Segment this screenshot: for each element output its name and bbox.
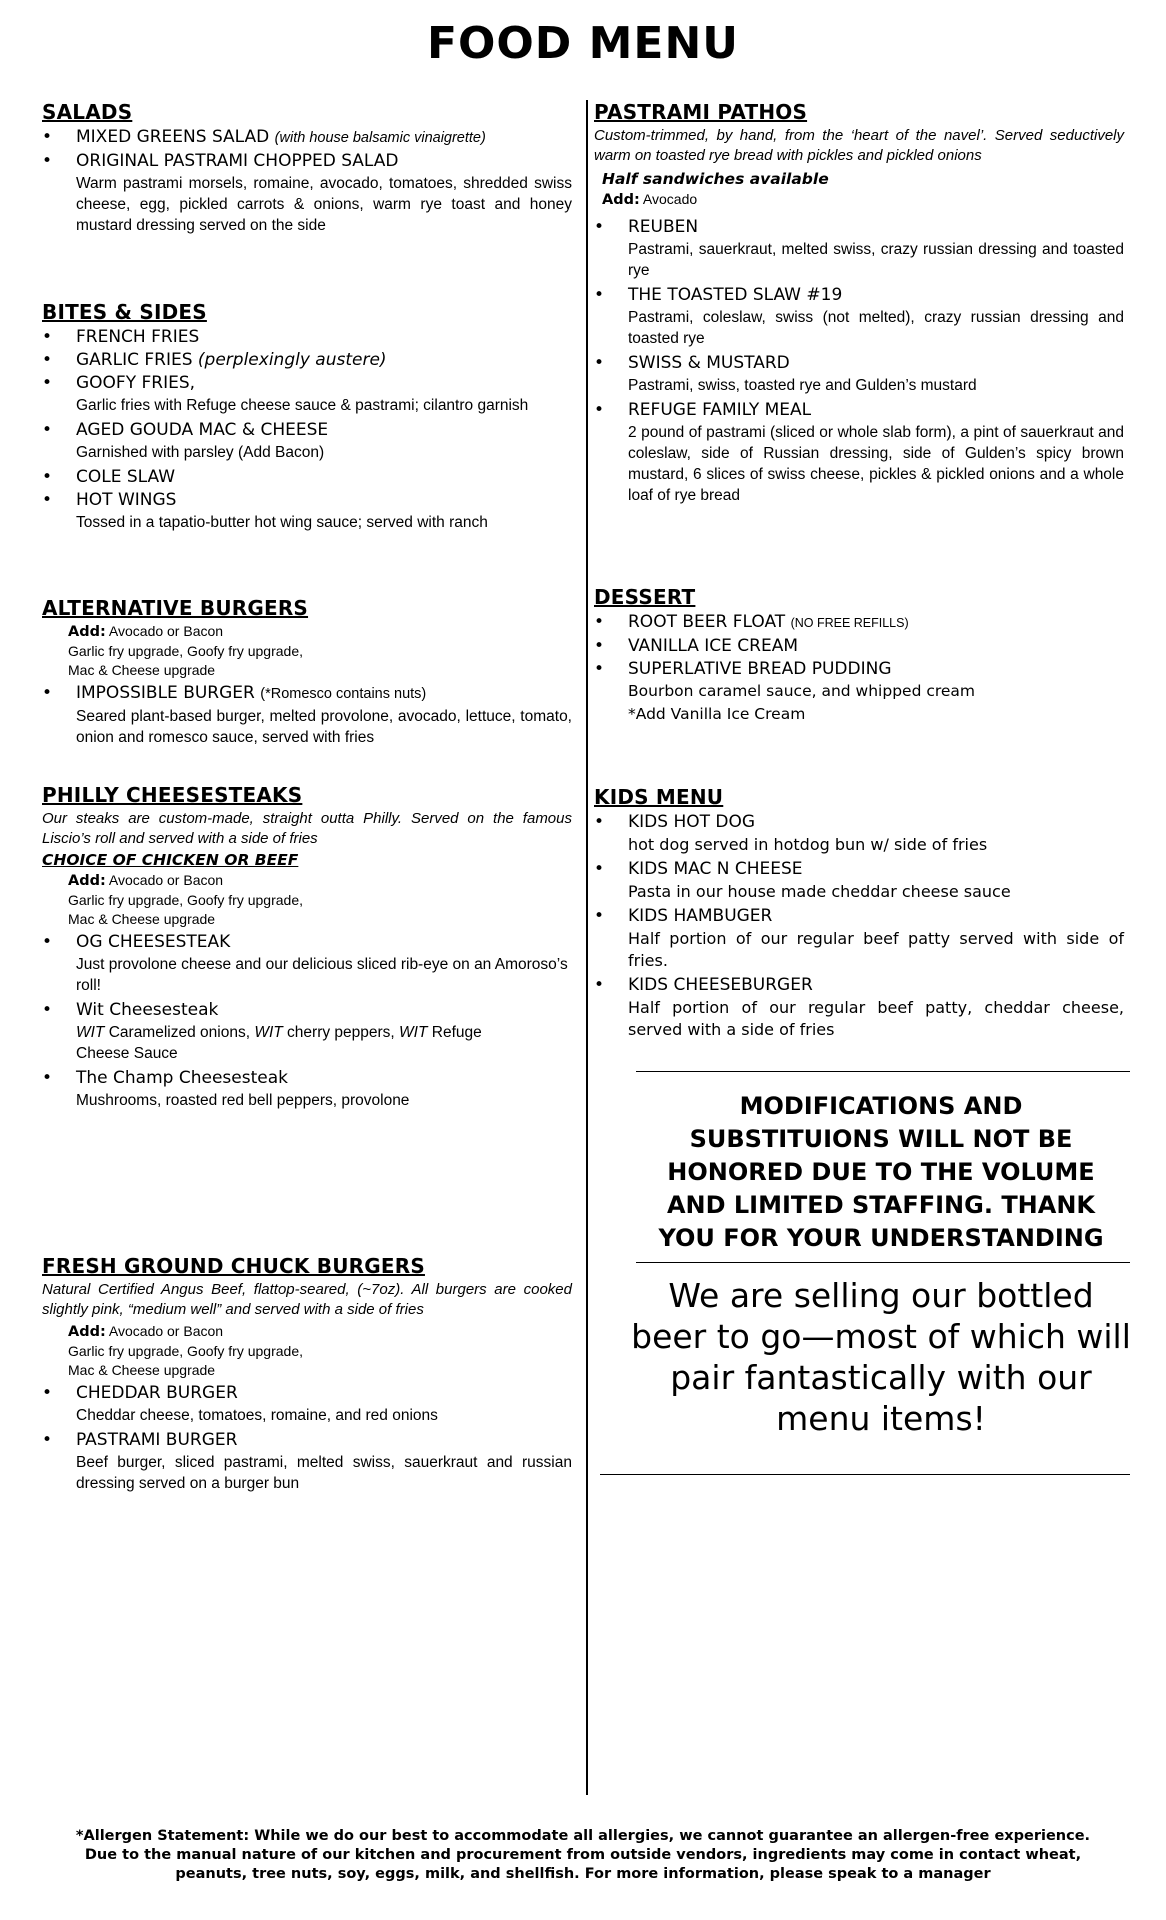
item-description: Pasta in our house made cheddar cheese sauce [628,882,1011,901]
item-description: Garlic fries with Refuge cheese sauce & pastrami; cilantro garnish [76,397,529,414]
add-line: Avocado [642,191,698,207]
add-label: Add: [602,192,640,208]
item-name: ROOT BEER FLOAT [628,612,786,632]
menu-item [42,931,572,996]
menu-item [42,372,572,416]
item-name: • REFUGE FAMILY MEAL [628,400,812,420]
item-name: • THE TOASTED SLAW #19 [628,285,843,305]
menu-item [42,150,572,236]
item-name: • Wit Cheesesteak [76,1000,219,1020]
item-description: hot dog served in hotdog bun w/ side of fries [628,835,988,854]
add-ons [602,190,1124,210]
item-name: GARLIC FRIES [76,350,193,370]
dessert-section [594,585,1124,727]
item-description: Pastrami, sauerkraut, melted swiss, crazy russian dressing and toasted rye [628,241,1124,279]
half-sandwich-note: Half sandwiches available [602,170,829,188]
item-name: • HOT WINGS [76,490,177,510]
menu-item [42,1067,572,1111]
item-description: Half portion of our regular beef patty, cheddar cheese, served with a side of fries [628,998,1124,1039]
menu-item [594,611,1124,635]
menu-item [594,858,1124,903]
policy-notice: MODIFICATIONS AND SUBSTITUIONS WILL NOT BE HONORED DUE TO THE VOLUME AND LIMITED STAFFING. THANK YOU FOR YOUR UNDERSTANDING [658,1092,1104,1252]
item-description: Pastrami, swiss, toasted rye and Gulden’s mustard [628,377,977,394]
item-name: • REUBEN [628,217,699,237]
menu-item [42,1429,572,1494]
add-line: Avocado or Bacon [108,1323,224,1339]
item-name: • KIDS MAC N CHEESE [628,859,803,879]
alt-burgers-section [42,596,572,751]
allergen-statement: *Allergen Statement: While we do our best to accommodate all allergies, we cannot guarantee an allergen-free experience. Due to the manual nature of our kitchen and procurement from outside vendors, ingredients may come in contact wheat, peanuts, tree nuts, soy, eggs, milk, and shellfish. For more information, please speak to a manager [75,1828,1091,1882]
item-name: • OG CHEESESTEAK [76,932,231,952]
section-heading: BITES & SIDES [42,300,207,324]
menu-item [42,326,572,349]
section-heading: FRESH GROUND CHUCK BURGERS [42,1254,425,1278]
menu-item [594,811,1124,856]
section-heading: ALTERNATIVE BURGERS [42,596,309,620]
menu-item [594,974,1124,1041]
menu-item [594,352,1124,396]
section-heading: SALADS [42,100,133,124]
beer-notice: We are selling our bottled beer to go—most of which will pair fantastically with our menu items! [631,1276,1131,1438]
item-name: • COLE SLAW [76,467,176,487]
menu-item [594,905,1124,972]
menu-item [42,349,572,372]
menu-item [594,284,1124,349]
item-description: Bourbon caramel sauce, and whipped cream [628,682,976,700]
add-line: Avocado or Bacon [108,872,224,888]
item-name: • The Champ Cheesesteak [76,1068,288,1088]
item-description: Cheddar cheese, tomatoes, romaine, and red onions [76,1407,438,1424]
item-name: • AGED GOUDA MAC & CHEESE [76,420,329,440]
salads-section [42,100,572,239]
menu-item [42,126,572,150]
wit-word: WIT [254,1024,283,1041]
item-name: • KIDS HOT DOG [628,812,756,832]
bites-section [42,300,572,536]
item-name: • KIDS HAMBUGER [628,906,773,926]
item-description: Beef burger, sliced pastrami, melted swiss, sauerkraut and russian dressing served on a burger bun [76,1454,572,1492]
item-description: 2 pound of pastrami (sliced or whole slab form), a pint of sauerkraut and coleslaw, side of Russian dressing, side of Gulden’s spicy brown mustard, 6 slices of swiss cheese, pickles & pickled onions and a whole loaf of rye bread [628,424,1124,504]
add-line: Mac & Cheese upgrade [68,1362,216,1378]
wit-text: cherry peppers, [282,1024,400,1041]
item-description: Seared plant-based burger, melted provolone, avocado, lettuce, tomato, onion and romesco sauce, served with fries [76,708,572,746]
add-ons [68,1322,572,1380]
item-description: Half portion of our regular beef patty served with side of fries. [628,929,1124,970]
add-line: Garlic fry upgrade, Goofy fry upgrade, [68,892,303,908]
item-description: Mushrooms, roasted red bell peppers, provolone [76,1092,410,1109]
menu-item [594,635,1124,658]
add-line: Avocado or Bacon [108,623,224,639]
item-description: Just provolone cheese and our delicious sliced rib-eye on an Amoroso’s roll! [76,956,568,994]
item-name: • ORIGINAL PASTRAMI CHOPPED SALAD [76,151,399,171]
wit-word: WIT [76,1024,105,1041]
item-description: *Add Vanilla Ice Cream [628,705,806,723]
pastrami-section [594,100,1124,509]
section-heading: PASTRAMI PATHOS [594,100,808,124]
wit-text: Caramelized onions, [104,1024,255,1041]
page-title: FOOD MENU [426,18,740,69]
add-label: Add: [68,624,106,640]
wit-text: Refuge Cheese Sauce [76,1024,482,1062]
section-heading: PHILLY CHEESESTEAKS [42,783,303,807]
section-heading: KIDS MENU [594,785,724,809]
item-note: (perplexingly austere) [197,350,387,370]
add-line: Garlic fry upgrade, Goofy fry upgrade, [68,1343,303,1359]
menu-item [42,999,572,1064]
menu-item [42,419,572,463]
item-name: MIXED GREENS SALAD [76,127,270,147]
item-note: (NO FREE REFILLS) [790,616,909,630]
menu-item [42,682,572,748]
rule-line [636,1262,1130,1263]
item-name: • VANILLA ICE CREAM [628,636,799,656]
item-description: Tossed in a tapatio-butter hot wing sauce; served with ranch [76,514,488,531]
choice-note: CHOICE OF CHICKEN OR BEEF [42,851,299,869]
add-line: Mac & Cheese upgrade [68,662,216,678]
item-description: Garnished with parsley (Add Bacon) [76,444,325,461]
menu-item [594,658,1124,725]
menu-item [42,489,572,533]
add-label: Add: [68,1324,106,1340]
philly-section [42,783,572,1114]
item-note: (*Romesco contains nuts) [260,686,427,702]
item-name: • GOOFY FRIES, [76,373,196,393]
item-name: • SWISS & MUSTARD [628,353,790,373]
add-label: Add: [68,873,106,889]
menu-item [594,399,1124,506]
rule-line [600,1474,1130,1475]
add-line: Mac & Cheese upgrade [68,911,216,927]
rule-line [636,1071,1130,1072]
menu-item [594,216,1124,281]
item-description [76,1022,572,1064]
section-intro: Our steaks are custom-made, straight outta Philly. Served on the famous Liscio’s roll and served with a side of fries [42,810,572,847]
add-ons [68,622,572,680]
column-divider [586,100,588,1795]
menu-item [42,1382,572,1426]
chuck-burgers-section [42,1254,572,1497]
item-name: IMPOSSIBLE BURGER [76,683,255,703]
item-name: • SUPERLATIVE BREAD PUDDING [628,659,892,679]
wit-word: WIT [399,1024,428,1041]
kids-section [594,785,1124,1043]
menu-item [42,466,572,489]
add-ons [68,871,572,929]
item-description: Warm pastrami morsels, romaine, avocado, tomatoes, shredded swiss cheese, egg, pickled carrots & onions, warm rye toast and honey mustard dressing served on the side [76,175,572,234]
item-note: (with house balsamic vinaigrette) [274,130,486,146]
section-heading: DESSERT [594,585,696,609]
item-name: • PASTRAMI BURGER [76,1430,238,1450]
section-intro: Custom-trimmed, by hand, from the ‘heart of the navel’. Served seductively warm on toasted rye bread with pickles and pickled onions [594,127,1124,164]
item-name: • KIDS CHEESEBURGER [628,975,813,995]
item-name: • FRENCH FRIES [76,327,200,347]
add-line: Garlic fry upgrade, Goofy fry upgrade, [68,643,303,659]
section-intro: Natural Certified Angus Beef, flattop-seared, (~7oz). All burgers are cooked slightly pink, “medium well” and served with a side of fries [42,1281,572,1318]
item-description: Pastrami, coleslaw, swiss (not melted), crazy russian dressing and toasted rye [628,309,1124,347]
item-name: • CHEDDAR BURGER [76,1383,238,1403]
